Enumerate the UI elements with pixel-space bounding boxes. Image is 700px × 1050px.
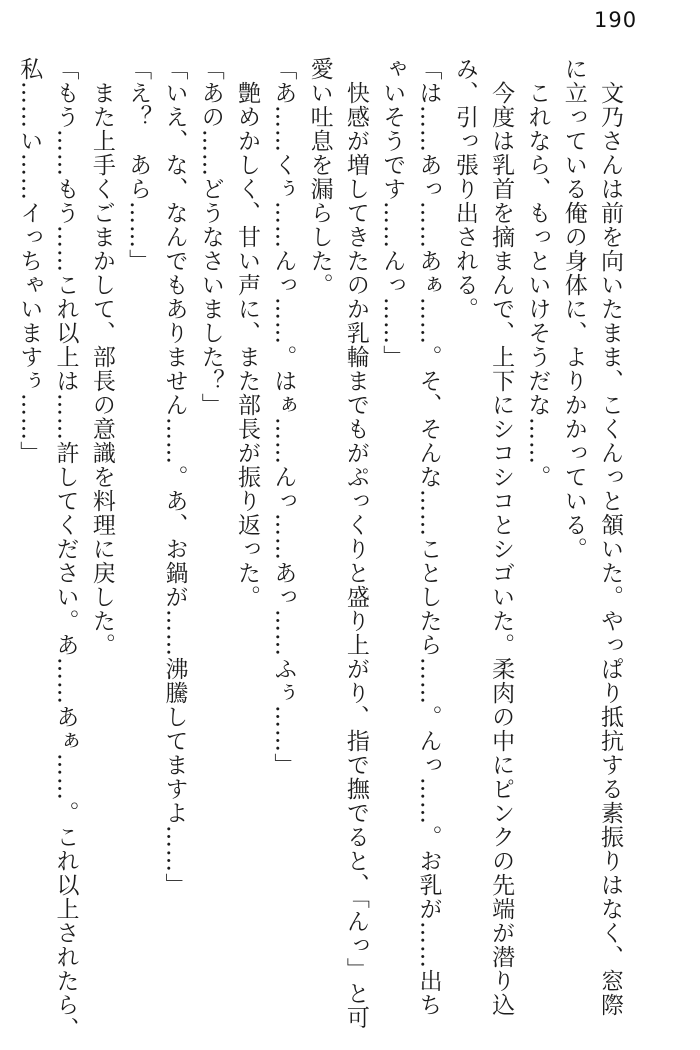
page-text-block [11, 57, 628, 1047]
text-line: 「え？ あら……」 [125, 57, 152, 273]
text-line: 今度は乳首を摘まんで、上下にシコシコとシゴいた。柔肉の中にピンクの先端が潜り込 [488, 57, 515, 1017]
page-number: 190 [594, 8, 638, 32]
text-line: 私……い……イっちゃいますぅ……」 [16, 57, 43, 465]
text-line: 「あの……どうなさいました？」 [197, 57, 224, 417]
text-line: 「もう……もう……これ以上は……許してください。あ……あぁ……。これ以上されたら、 [52, 57, 79, 1041]
text-line: 「あ……くぅ……んっ……。はぁ……んっ……あっ……ふぅ……」 [270, 57, 297, 777]
text-line: ゃいそうです……んっ……」 [379, 57, 406, 369]
text-line: これなら、もっといけそうだな……。 [524, 57, 551, 489]
text-line: 「いえ、な、なんでもありません……。あ、お鍋が……沸騰してますよ……」 [161, 57, 188, 897]
text-line: に立っている俺の身体に、よりかかっている。 [560, 57, 587, 561]
text-line: 愛い吐息を漏らした。 [306, 57, 333, 297]
text-line: 艶めかしく、甘い声に、また部長が振り返った。 [234, 57, 261, 609]
text-line: また上手くごまかして、部長の意識を料理に戻した。 [88, 57, 115, 657]
text-line: 快感が増してきたのか乳輪までもがぷっくりと盛り上がり、指で撫でると、「んっ」と可 [342, 57, 369, 1030]
text-line: み、引っ張り出される。 [451, 57, 478, 321]
text-line: 「は……あっ……あぁ……。そ、そんな……ことしたら……。んっ……。お乳が……出ち [415, 57, 442, 1017]
text-line: 文乃さんは前を向いたまま、こくんっと頷いた。やっぱり抵抗する素振りはなく、窓際 [597, 57, 623, 1017]
